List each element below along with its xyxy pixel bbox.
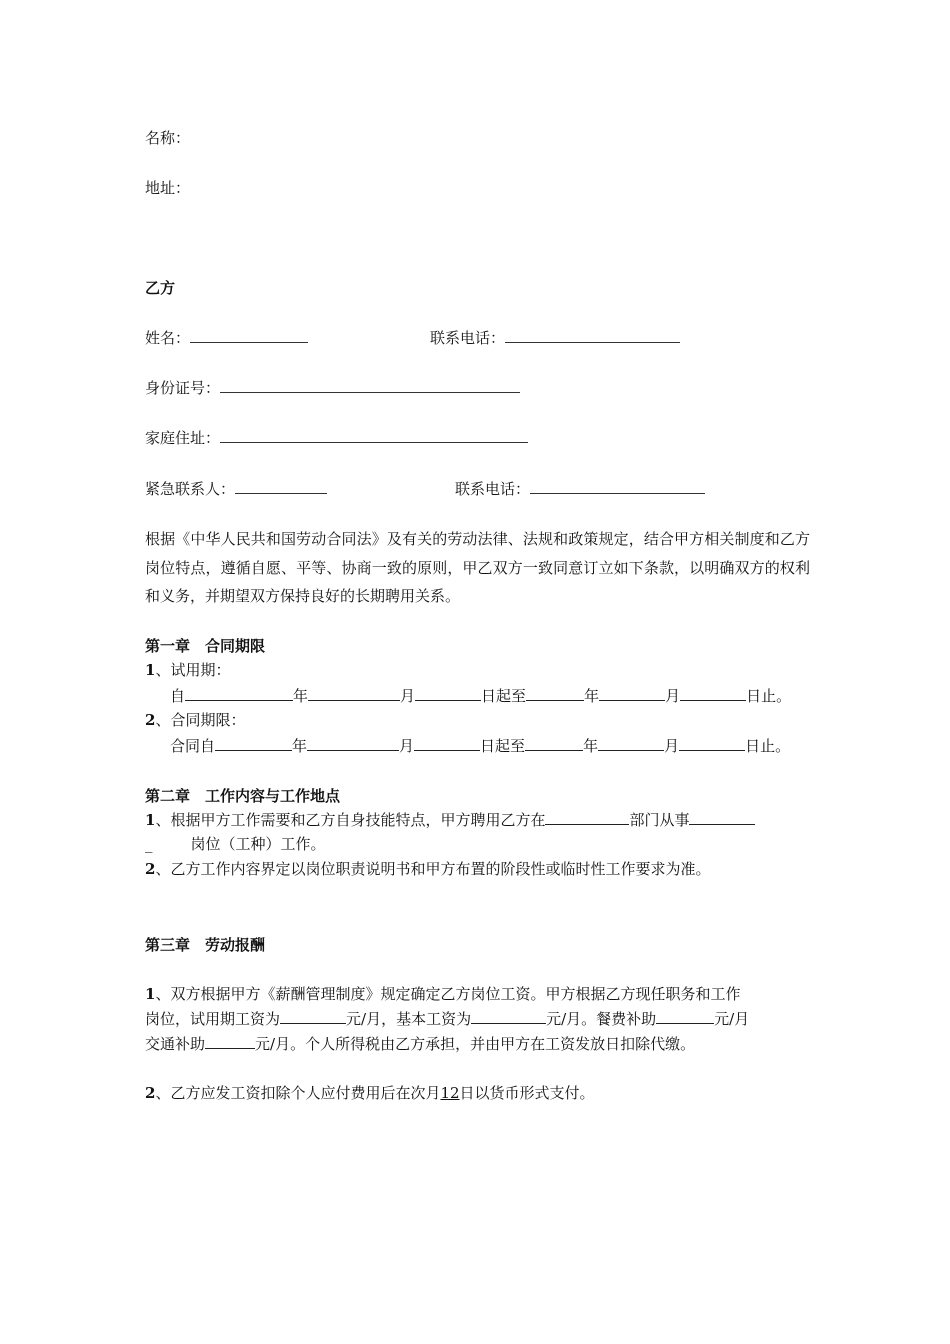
chapter3-item2-num: 2 bbox=[145, 1084, 156, 1102]
chapter1-item2-dates bbox=[170, 736, 790, 756]
chapter2-item1-cont bbox=[145, 834, 326, 854]
end-month-blank[interactable] bbox=[599, 686, 665, 701]
meal-allowance-text: 元/月。餐费补助 bbox=[546, 1010, 657, 1028]
department-text: 部门从事 bbox=[629, 811, 690, 829]
chapter1-item1-dates bbox=[170, 686, 791, 706]
chapter3-title: 第三章 劳动报酬 bbox=[145, 936, 266, 954]
chapter2-item1-text: 、根据甲方工作需要和乙方自身技能特点，甲方聘用乙方在 bbox=[155, 811, 546, 829]
chapter3-item1-line3 bbox=[145, 1034, 695, 1054]
chapter1-item1-num: 1 bbox=[145, 661, 156, 679]
chapter2-item2-num: 2 bbox=[145, 860, 156, 878]
post-blank[interactable] bbox=[689, 810, 755, 825]
party-b-phone-row bbox=[430, 328, 680, 348]
party-b-emergency-blank[interactable] bbox=[235, 479, 327, 494]
start-month-blank[interactable] bbox=[308, 686, 400, 701]
chapter1-title: 第一章 合同期限 bbox=[145, 637, 266, 655]
party-a-address-label: 地址： bbox=[145, 179, 191, 197]
party-b-id-row bbox=[145, 378, 520, 398]
month-text: 月 bbox=[400, 687, 416, 705]
from-text: 自 bbox=[170, 687, 186, 705]
post-text: 岗位（工种）工作。 bbox=[190, 835, 326, 853]
party-b-name-row bbox=[145, 328, 308, 348]
chapter2-item1-num: 1 bbox=[145, 811, 156, 829]
transport-allowance-text: 交通补助 bbox=[145, 1035, 206, 1053]
party-b-name-label: 姓名： bbox=[145, 329, 191, 347]
party-b-id-blank[interactable] bbox=[220, 378, 520, 393]
party-b-home-row bbox=[145, 428, 528, 448]
year-text: 年 bbox=[293, 687, 309, 705]
chapter3-item1-num: 1 bbox=[145, 985, 156, 1003]
chapter2-item2 bbox=[145, 859, 710, 879]
end-year-blank[interactable] bbox=[526, 686, 584, 701]
party-b-phone2-blank[interactable] bbox=[530, 479, 705, 494]
chapter1-item2 bbox=[145, 710, 245, 730]
chapter2-title: 第二章 工作内容与工作地点 bbox=[145, 787, 341, 805]
department-blank[interactable] bbox=[545, 810, 629, 825]
month-text: 月 bbox=[664, 737, 680, 755]
chapter3-item2 bbox=[145, 1083, 595, 1103]
party-b-name-blank[interactable] bbox=[190, 328, 308, 343]
chapter1-item1-label: 、试用期： bbox=[155, 661, 231, 679]
probation-salary-text: 岗位，试用期工资为 bbox=[145, 1010, 281, 1028]
chapter3-item1-text-a: 、双方根据甲方《薪酬管理制度》规定确定乙方岗位工资。甲方根据乙方现任职务和工作 bbox=[155, 985, 741, 1003]
chapter3-item2-text-b: 日以货币形式支付。 bbox=[459, 1084, 595, 1102]
transport-allowance-blank[interactable] bbox=[205, 1034, 255, 1049]
continuation-mark: _ bbox=[145, 835, 153, 853]
chapter1-item2-label: 、合同期限： bbox=[155, 711, 246, 729]
chapter3-item1-line1 bbox=[145, 984, 740, 1004]
contract-start-year-blank[interactable] bbox=[215, 736, 292, 751]
party-b-phone2-label: 联系电话： bbox=[455, 480, 531, 498]
chapter3-item2-text-a: 、乙方应发工资扣除个人应付费用后在次月 bbox=[155, 1084, 441, 1102]
contract-from-text: 合同自 bbox=[170, 737, 216, 755]
contract-end-day-blank[interactable] bbox=[679, 736, 745, 751]
meal-unit-text: 元/月 bbox=[714, 1010, 750, 1028]
chapter3-item1-line2 bbox=[145, 1009, 749, 1029]
party-b-emergency-row bbox=[145, 479, 327, 499]
party-b-heading: 乙方 bbox=[145, 279, 176, 297]
party-b-emergency-label: 紧急联系人： bbox=[145, 480, 236, 498]
day-end-text: 日止。 bbox=[745, 737, 791, 755]
end-day-blank[interactable] bbox=[680, 686, 746, 701]
party-b-phone-label: 联系电话： bbox=[430, 329, 506, 347]
chapter1-item1 bbox=[145, 660, 230, 680]
tax-text: 元/月。个人所得税由乙方承担，并由甲方在工资发放日扣除代缴。 bbox=[255, 1035, 696, 1053]
month-text: 月 bbox=[399, 737, 415, 755]
contract-start-month-blank[interactable] bbox=[307, 736, 399, 751]
base-salary-text: 元/月，基本工资为 bbox=[346, 1010, 472, 1028]
chapter1-item2-num: 2 bbox=[145, 711, 156, 729]
contract-end-year-blank[interactable] bbox=[525, 736, 583, 751]
probation-salary-blank[interactable] bbox=[280, 1009, 346, 1024]
party-b-phone2-row bbox=[455, 479, 705, 499]
contract-start-day-blank[interactable] bbox=[414, 736, 480, 751]
party-b-home-label: 家庭住址： bbox=[145, 429, 221, 447]
party-b-home-blank[interactable] bbox=[220, 428, 528, 443]
party-a-name-label: 名称： bbox=[145, 129, 191, 147]
chapter2-item1 bbox=[145, 810, 755, 830]
party-b-phone-blank[interactable] bbox=[505, 328, 680, 343]
intro-paragraph: 根据《中华人民共和国劳动合同法》及有关的劳动法律、法规和政策规定，结合甲方相关制度和乙方岗位特点，遵循自愿、平等、协商一致的原则，甲乙双方一致同意订立如下条款，以明确双方的权利和义务，并期望双方保持良好的长期聘用关系。 bbox=[145, 530, 810, 605]
chapter2-item2-text: 、乙方工作内容界定以岗位职责说明书和甲方布置的阶段性或临时性工作要求为准。 bbox=[155, 860, 711, 878]
contract-end-month-blank[interactable] bbox=[598, 736, 664, 751]
pay-day-value: 12 bbox=[440, 1084, 460, 1102]
day-end-text: 日止。 bbox=[746, 687, 792, 705]
year-text: 年 bbox=[583, 737, 599, 755]
base-salary-blank[interactable] bbox=[471, 1009, 546, 1024]
day-from-text: 日起至 bbox=[480, 737, 526, 755]
party-b-id-label: 身份证号： bbox=[145, 379, 221, 397]
meal-allowance-blank[interactable] bbox=[656, 1009, 714, 1024]
year-text: 年 bbox=[292, 737, 308, 755]
month-text: 月 bbox=[665, 687, 681, 705]
start-year-blank[interactable] bbox=[185, 686, 293, 701]
year-text: 年 bbox=[584, 687, 600, 705]
start-day-blank[interactable] bbox=[415, 686, 481, 701]
day-from-text: 日起至 bbox=[481, 687, 527, 705]
